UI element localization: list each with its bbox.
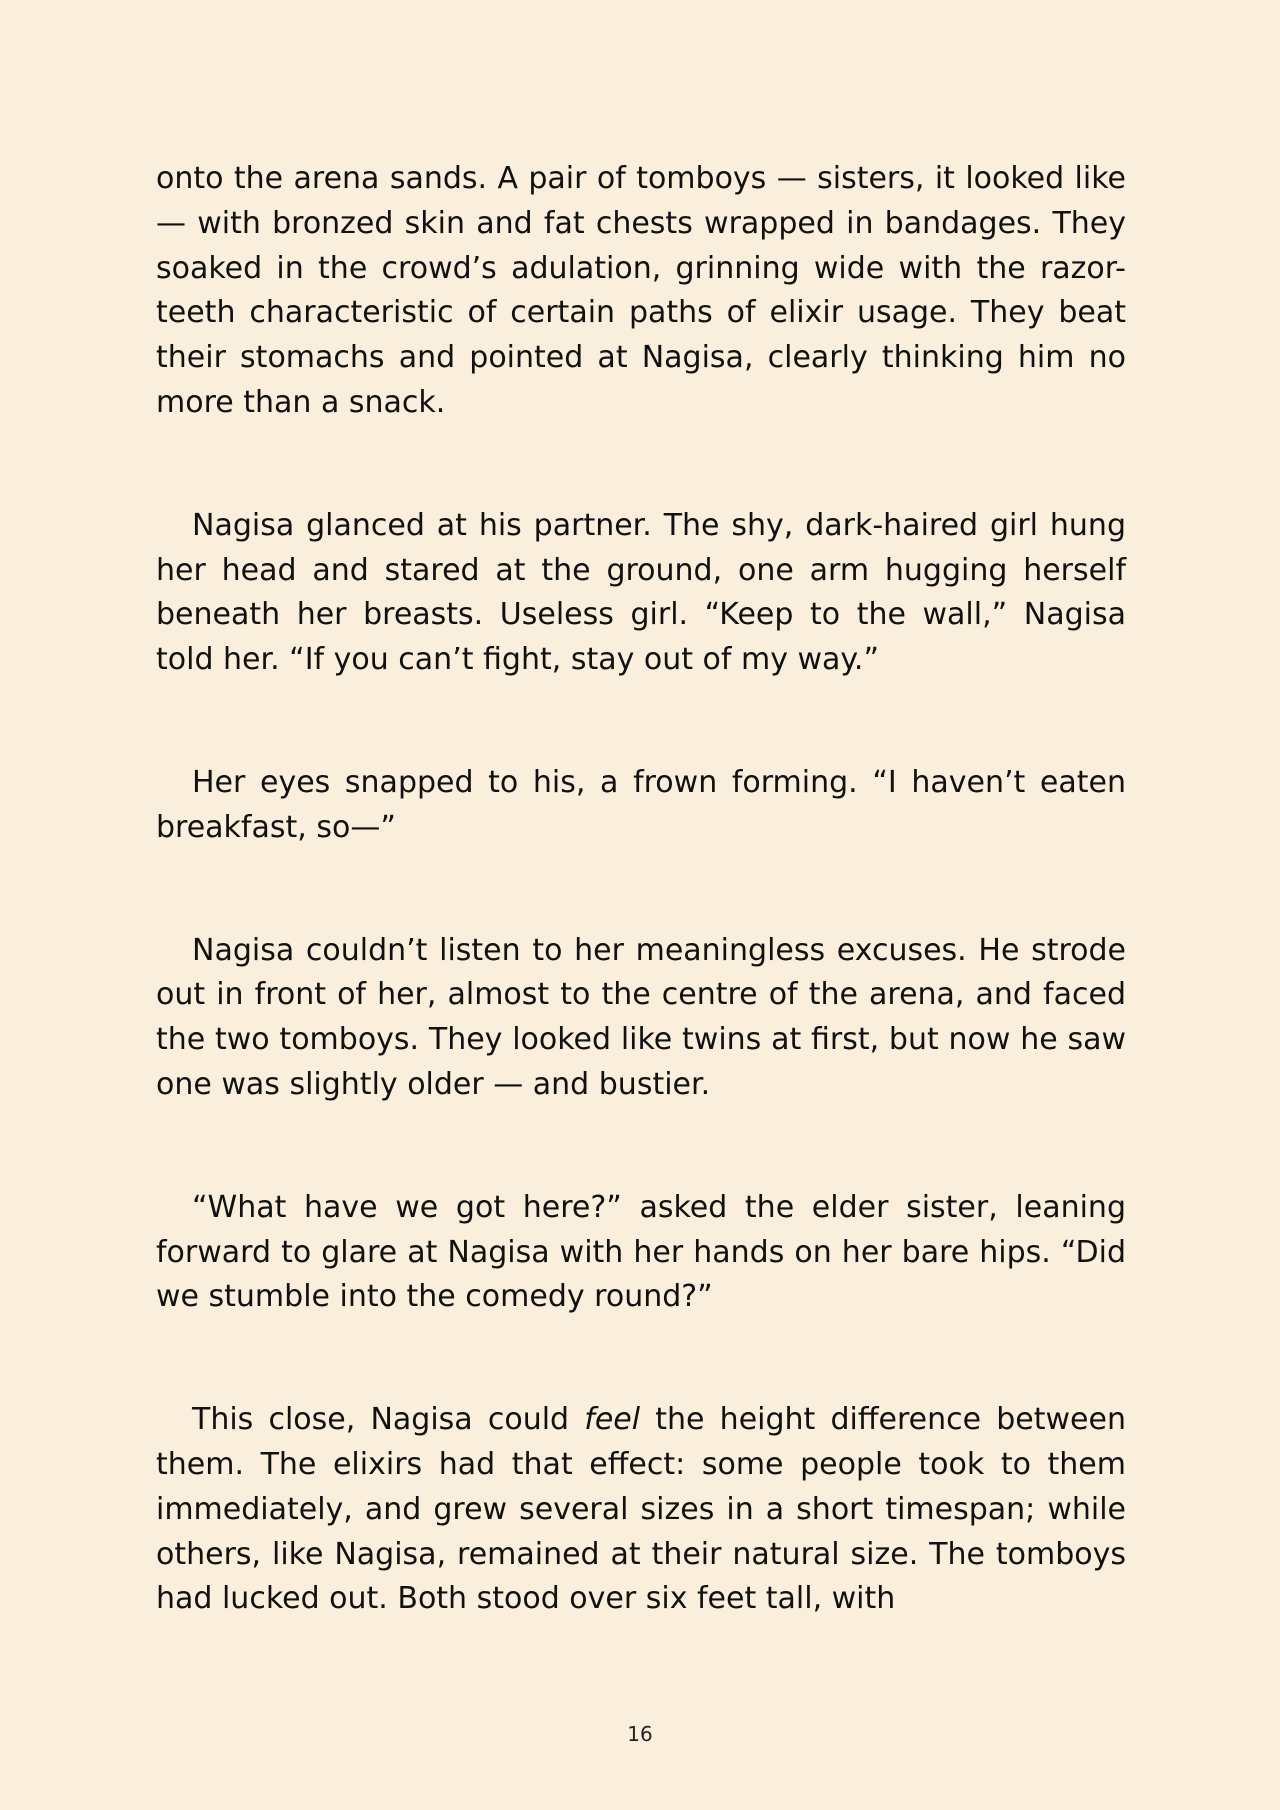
page-body	[156, 157, 1126, 1622]
paragraph-4: Nagisa couldn’t listen to her meaningless excuses. He strode out in front of her, almost to the centre of the arena, and faced the two tomboys. They looked like twins at first, but now he saw one was slightly older — and bustier.	[156, 932, 1126, 1102]
paragraph-3: Her eyes snapped to his, a frown forming. “I haven’t eaten breakfast, so—”	[156, 764, 1126, 845]
paragraph-5: “What have we got here?” asked the elder sister, leaning forward to glare at Nagisa with her hands on her bare hips. “Did we stumble into the comedy round?”	[156, 1189, 1126, 1315]
paragraph-6-emphasis: feel	[584, 1402, 641, 1438]
paragraph-6-rest: the height difference between them. The elixirs had that effect: some people took to them immediately, and grew several sizes in a short timespan; while others, like Nagisa, remained at their natural size. The tomboys had lucked out. Both stood over six feet tall, with	[156, 1402, 1126, 1617]
paragraph-2: Nagisa glanced at his partner. The shy, dark-haired girl hung her head and stared at the ground, one arm hugging herself beneath her breasts. Useless girl. “Keep to the wall,” Nagisa told her. “If you can’t fight, stay out of my way.”	[156, 507, 1126, 678]
paragraph-6-lead: This close, Nagisa could	[192, 1402, 585, 1438]
page-number: 16	[627, 1722, 653, 1746]
paragraph-6	[156, 1398, 1126, 1622]
paragraph-1: onto the arena sands. A pair of tomboys — sisters, it looked like — with bronzed skin and fat chests wrapped in bandages. They soaked in the crowd’s adulation, grinning wide with the razor-teeth characteristic of certain paths of elixir usage. They beat their stomachs and pointed at Nagisa, clearly thinking him no more than a snack.	[156, 161, 1126, 420]
